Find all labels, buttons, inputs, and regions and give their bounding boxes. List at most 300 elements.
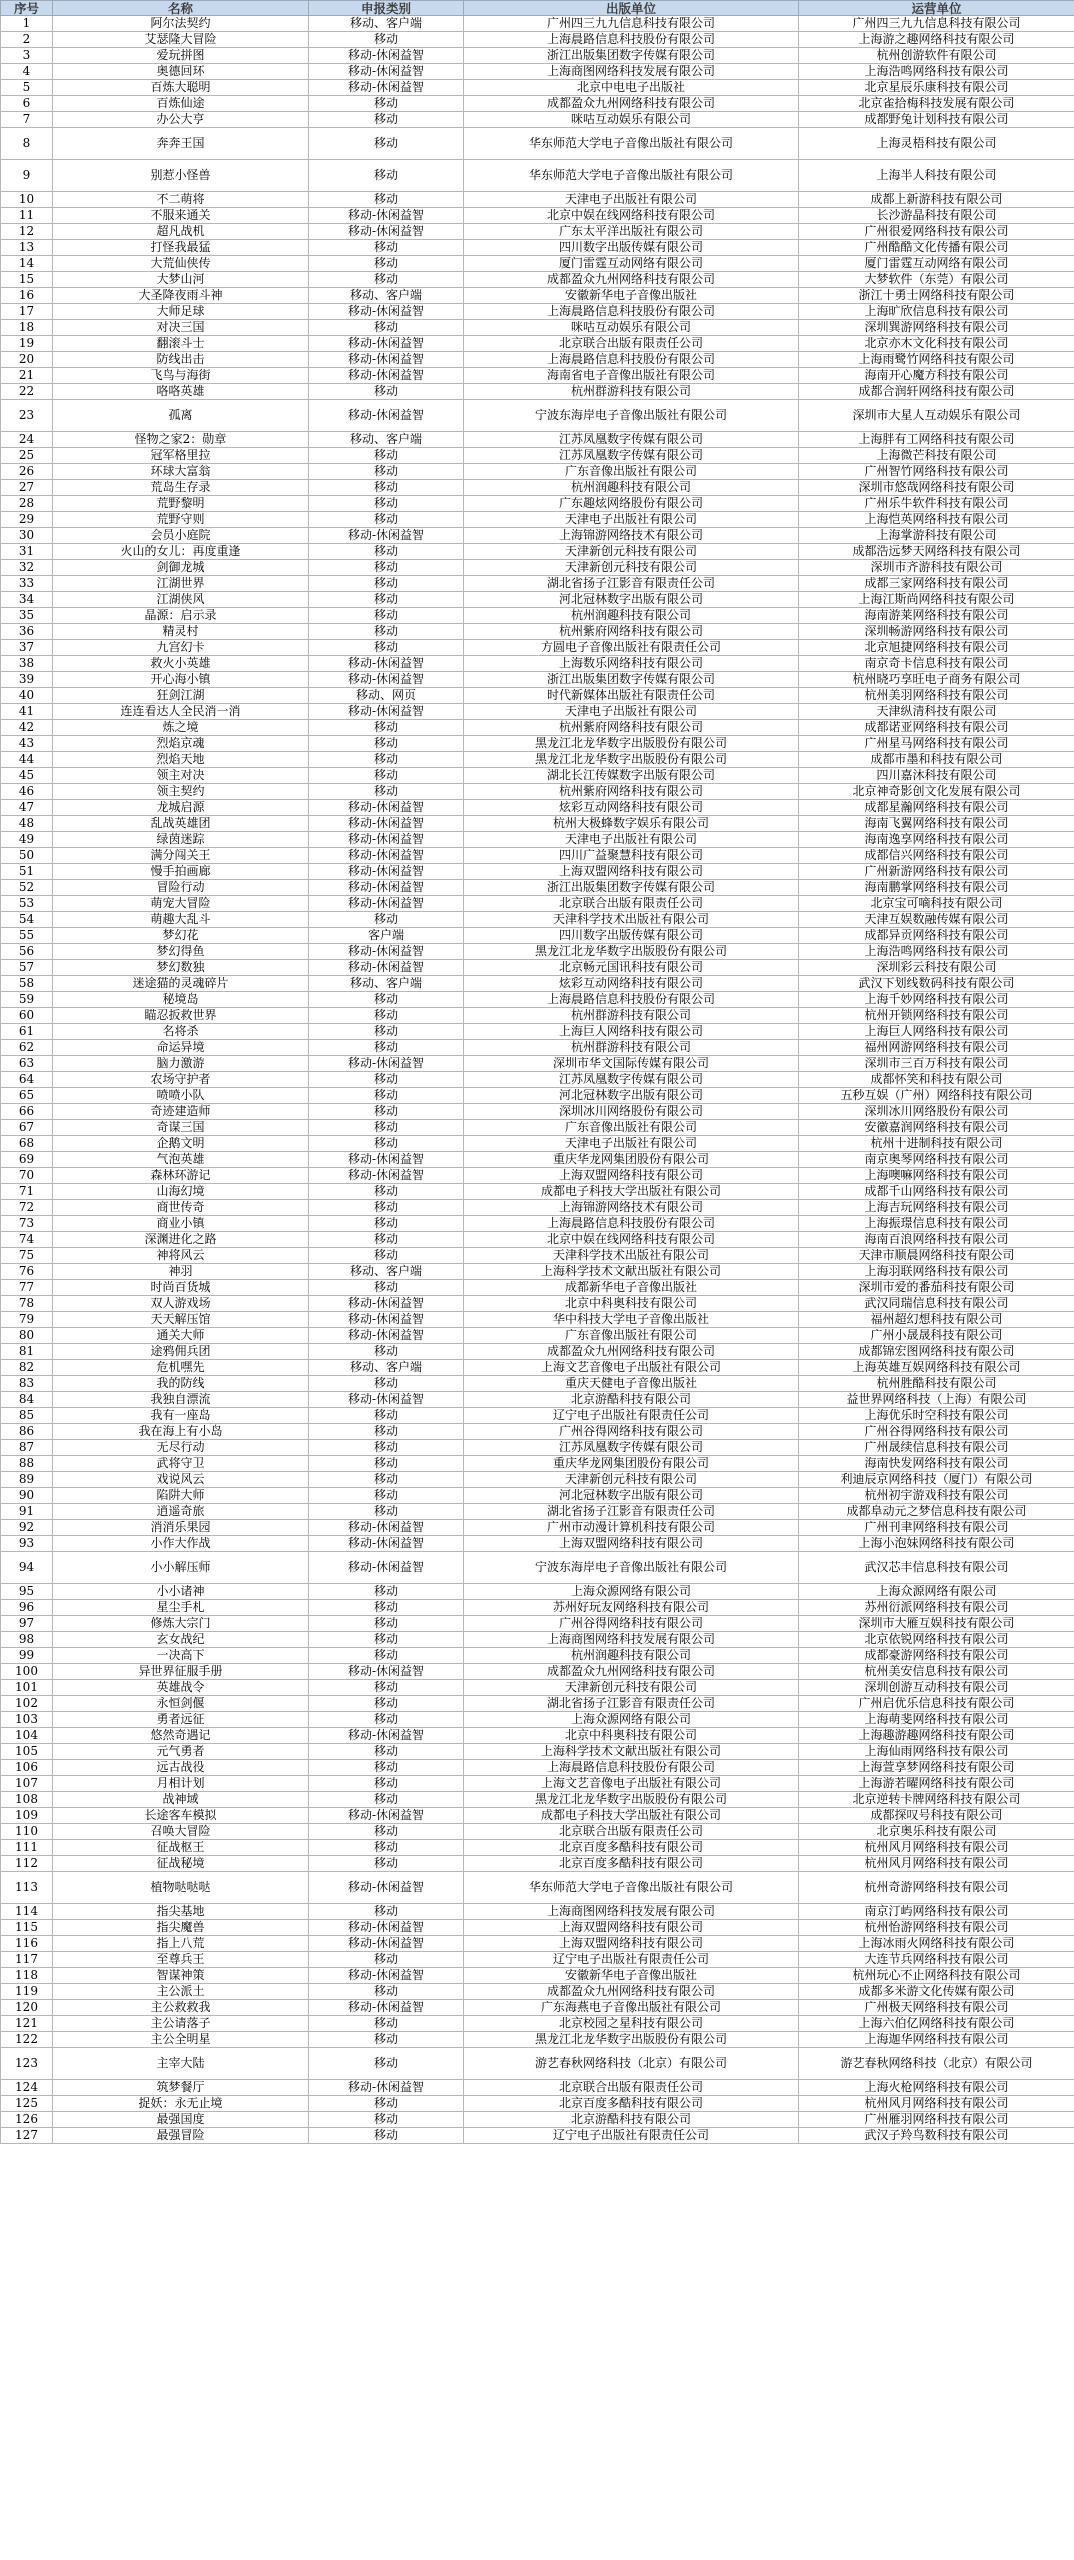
cell-category: 移动-休闲益智 — [309, 400, 464, 432]
cell-publisher: 上海双盟网络科技有限公司 — [464, 1536, 799, 1552]
cell-category: 移动、客户端 — [309, 1264, 464, 1280]
cell-name: 植物哒哒哒 — [53, 1872, 309, 1904]
cell-operator: 杭州怡游网络科技有限公司 — [799, 1920, 1074, 1936]
table-row — [1, 1024, 1074, 1040]
cell-operator: 上海千妙网络科技有限公司 — [799, 992, 1074, 1008]
table-row — [1, 16, 1074, 32]
cell-index: 56 — [1, 944, 53, 960]
table-header-row — [1, 1, 1074, 16]
table-row — [1, 208, 1074, 224]
table-row — [1, 432, 1074, 448]
cell-operator: 杭州十进制科技有限公司 — [799, 1136, 1074, 1152]
cell-name: 救火小英雄 — [53, 656, 309, 672]
cell-category: 移动、客户端 — [309, 976, 464, 992]
cell-name: 百炼仙途 — [53, 96, 309, 112]
cell-publisher: 黑龙江北龙华数字出版股份有限公司 — [464, 944, 799, 960]
cell-operator: 成都信兴网络科技有限公司 — [799, 848, 1074, 864]
cell-index: 20 — [1, 352, 53, 368]
cell-index: 43 — [1, 736, 53, 752]
table-row — [1, 736, 1074, 752]
cell-publisher: 河北冠林数字出版有限公司 — [464, 592, 799, 608]
table-row — [1, 1952, 1074, 1968]
cell-operator: 上海优乐时空科技有限公司 — [799, 1408, 1074, 1424]
cell-index: 21 — [1, 368, 53, 384]
cell-category: 移动 — [309, 1232, 464, 1248]
cell-category: 移动 — [309, 1696, 464, 1712]
cell-category: 移动 — [309, 1648, 464, 1664]
cell-publisher: 黑龙江北龙华数字出版股份有限公司 — [464, 736, 799, 752]
cell-index: 22 — [1, 384, 53, 400]
cell-operator: 海南鹏掌网络科技有限公司 — [799, 880, 1074, 896]
cell-name: 小小诸神 — [53, 1584, 309, 1600]
cell-name: 企鹅文明 — [53, 1136, 309, 1152]
table-row — [1, 288, 1074, 304]
cell-publisher: 成都盈众九州网络科技有限公司 — [464, 96, 799, 112]
cell-category: 移动 — [309, 1248, 464, 1264]
cell-publisher: 重庆天健电子音像出版社 — [464, 1376, 799, 1392]
cell-index: 54 — [1, 912, 53, 928]
cell-publisher: 成都电子科技大学出版社有限公司 — [464, 1808, 799, 1824]
cell-index: 87 — [1, 1440, 53, 1456]
cell-publisher: 咪咕互动娱乐有限公司 — [464, 112, 799, 128]
cell-name: 戏说风云 — [53, 1472, 309, 1488]
cell-operator: 上海众源网络有限公司 — [799, 1584, 1074, 1600]
table-row — [1, 240, 1074, 256]
cell-index: 61 — [1, 1024, 53, 1040]
cell-category: 移动-休闲益智 — [309, 944, 464, 960]
cell-operator: 上海噢嘛网络科技有限公司 — [799, 1168, 1074, 1184]
cell-index: 52 — [1, 880, 53, 896]
cell-name: 秘境岛 — [53, 992, 309, 1008]
cell-name: 我在海上有小岛 — [53, 1424, 309, 1440]
cell-publisher: 杭州大极蜂数字娱乐有限公司 — [464, 816, 799, 832]
table-row — [1, 2112, 1074, 2128]
cell-publisher: 上海双盟网络科技有限公司 — [464, 864, 799, 880]
cell-name: 大圣降夜雨斗神 — [53, 288, 309, 304]
cell-operator: 上海雨鹭竹网络科技有限公司 — [799, 352, 1074, 368]
cell-name: 超凡战机 — [53, 224, 309, 240]
cell-operator: 杭州美安信息科技有限公司 — [799, 1664, 1074, 1680]
cell-publisher: 上海科学技术文献出版社有限公司 — [464, 1264, 799, 1280]
cell-category: 移动-休闲益智 — [309, 864, 464, 880]
cell-index: 83 — [1, 1376, 53, 1392]
cell-operator: 北京亦木文化科技有限公司 — [799, 336, 1074, 352]
cell-index: 44 — [1, 752, 53, 768]
cell-operator: 杭州奇游网络科技有限公司 — [799, 1872, 1074, 1904]
table-row — [1, 1824, 1074, 1840]
cell-publisher: 杭州润趣科技有限公司 — [464, 480, 799, 496]
cell-category: 移动-休闲益智 — [309, 2000, 464, 2016]
cell-name: 天天解压馆 — [53, 1312, 309, 1328]
cell-operator: 上海游之趣网络科技有限公司 — [799, 32, 1074, 48]
cell-publisher: 天津新创元科技有限公司 — [464, 1472, 799, 1488]
cell-publisher: 北京中科奥科技有限公司 — [464, 1296, 799, 1312]
cell-category: 移动 — [309, 464, 464, 480]
cell-operator: 上海游若曜网络科技有限公司 — [799, 1776, 1074, 1792]
table-row — [1, 992, 1074, 1008]
cell-category: 客户端 — [309, 928, 464, 944]
cell-publisher: 湖北长江传媒数字出版有限公司 — [464, 768, 799, 784]
cell-category: 移动 — [309, 384, 464, 400]
cell-name: 无尽行动 — [53, 1440, 309, 1456]
cell-name: 大师足球 — [53, 304, 309, 320]
cell-publisher: 北京联合出版有限责任公司 — [464, 2080, 799, 2096]
cell-index: 8 — [1, 128, 53, 160]
cell-name: 荒岛生存录 — [53, 480, 309, 496]
table-row — [1, 1632, 1074, 1648]
cell-name: 逍遥奇旅 — [53, 1504, 309, 1520]
cell-index: 26 — [1, 464, 53, 480]
table-row — [1, 720, 1074, 736]
cell-category: 移动-休闲益智 — [309, 1536, 464, 1552]
cell-name: 危机嘿先 — [53, 1360, 309, 1376]
cell-index: 117 — [1, 1952, 53, 1968]
cell-name: 开心海小镇 — [53, 672, 309, 688]
cell-publisher: 华东师范大学电子音像出版社有限公司 — [464, 1872, 799, 1904]
cell-operator: 上海胖有工网络科技有限公司 — [799, 432, 1074, 448]
cell-publisher: 深圳市华文国际传媒有限公司 — [464, 1056, 799, 1072]
cell-operator: 广州雁羽网络科技有限公司 — [799, 2112, 1074, 2128]
cell-name: 领主契约 — [53, 784, 309, 800]
cell-category: 移动-休闲益智 — [309, 1328, 464, 1344]
cell-index: 27 — [1, 480, 53, 496]
cell-publisher: 广州市动漫计算机科技有限公司 — [464, 1520, 799, 1536]
cell-category: 移动 — [309, 240, 464, 256]
table-row — [1, 2048, 1074, 2080]
cell-name: 命运异境 — [53, 1040, 309, 1056]
cell-operator: 海南百浪网络科技有限公司 — [799, 1232, 1074, 1248]
cell-publisher: 上海晨路信息科技股份有限公司 — [464, 304, 799, 320]
cell-name: 别惹小怪兽 — [53, 160, 309, 192]
cell-operator: 上海英雄互娱网络科技有限公司 — [799, 1360, 1074, 1376]
cell-operator: 上海江斯尚网络科技有限公司 — [799, 592, 1074, 608]
table-row — [1, 160, 1074, 192]
cell-publisher: 上海晨路信息科技股份有限公司 — [464, 992, 799, 1008]
cell-publisher: 四川数字出版传媒有限公司 — [464, 240, 799, 256]
table-row — [1, 1488, 1074, 1504]
cell-operator: 成都浩远梦天网络科技有限公司 — [799, 544, 1074, 560]
cell-index: 82 — [1, 1360, 53, 1376]
table-row — [1, 1200, 1074, 1216]
cell-publisher: 天津电子出版社有限公司 — [464, 832, 799, 848]
cell-publisher: 北京中科奥科技有限公司 — [464, 1728, 799, 1744]
cell-publisher: 杭州群游科技有限公司 — [464, 1040, 799, 1056]
cell-name: 指尖基地 — [53, 1904, 309, 1920]
cell-category: 移动 — [309, 592, 464, 608]
table-row — [1, 816, 1074, 832]
cell-category: 移动 — [309, 1136, 464, 1152]
cell-publisher: 广州谷得网络科技有限公司 — [464, 1616, 799, 1632]
cell-category: 移动 — [309, 720, 464, 736]
cell-operator: 天津纵清科技有限公司 — [799, 704, 1074, 720]
cell-operator: 上海恺英网络科技有限公司 — [799, 512, 1074, 528]
cell-publisher: 杭州润趣科技有限公司 — [464, 1648, 799, 1664]
cell-index: 79 — [1, 1312, 53, 1328]
cell-category: 移动 — [309, 640, 464, 656]
table-row — [1, 928, 1074, 944]
cell-index: 33 — [1, 576, 53, 592]
cell-name: 消消乐果园 — [53, 1520, 309, 1536]
cell-publisher: 宁波东海岸电子音像出版社有限公司 — [464, 400, 799, 432]
cell-index: 14 — [1, 256, 53, 272]
cell-operator: 上海仙雨网络科技有限公司 — [799, 1744, 1074, 1760]
cell-publisher: 北京联合出版有限责任公司 — [464, 896, 799, 912]
table-row — [1, 592, 1074, 608]
cell-category: 移动 — [309, 1376, 464, 1392]
cell-operator: 广州四三九九信息科技有限公司 — [799, 16, 1074, 32]
cell-operator: 成都市墨和科技有限公司 — [799, 752, 1074, 768]
cell-publisher: 辽宁电子出版社有限责任公司 — [464, 1408, 799, 1424]
cell-name: 奔奔王国 — [53, 128, 309, 160]
table-row — [1, 1920, 1074, 1936]
cell-index: 114 — [1, 1904, 53, 1920]
cell-operator: 广州晟续信息科技有限公司 — [799, 1440, 1074, 1456]
cell-publisher: 成都盈众九州网络科技有限公司 — [464, 1344, 799, 1360]
cell-publisher: 成都新华电子音像出版社 — [464, 1280, 799, 1296]
table-row — [1, 624, 1074, 640]
table-row — [1, 1552, 1074, 1584]
cell-category: 移动-休闲益智 — [309, 64, 464, 80]
cell-name: 九宫幻卡 — [53, 640, 309, 656]
cell-category: 移动 — [309, 2096, 464, 2112]
cell-index: 88 — [1, 1456, 53, 1472]
cell-index: 75 — [1, 1248, 53, 1264]
cell-operator: 杭州创游软件有限公司 — [799, 48, 1074, 64]
cell-name: 喷喷小队 — [53, 1088, 309, 1104]
table-row — [1, 80, 1074, 96]
cell-name: 江湖世界 — [53, 576, 309, 592]
cell-name: 萌趣大乱斗 — [53, 912, 309, 928]
cell-index: 93 — [1, 1536, 53, 1552]
cell-publisher: 天津科学技术出版社有限公司 — [464, 1248, 799, 1264]
cell-index: 5 — [1, 80, 53, 96]
cell-operator: 北京依锐网络科技有限公司 — [799, 1632, 1074, 1648]
cell-publisher: 安徽新华电子音像出版社 — [464, 288, 799, 304]
table-row — [1, 1072, 1074, 1088]
cell-publisher: 安徽新华电子音像出版社 — [464, 1968, 799, 1984]
table-row — [1, 1664, 1074, 1680]
cell-category: 移动-休闲益智 — [309, 1872, 464, 1904]
cell-publisher: 天津电子出版社有限公司 — [464, 704, 799, 720]
cell-category: 移动-休闲益智 — [309, 848, 464, 864]
cell-publisher: 辽宁电子出版社有限责任公司 — [464, 1952, 799, 1968]
cell-publisher: 上海文艺音像电子出版社有限公司 — [464, 1360, 799, 1376]
cell-index: 111 — [1, 1840, 53, 1856]
cell-index: 11 — [1, 208, 53, 224]
cell-operator: 游艺春秋网络科技（北京）有限公司 — [799, 2048, 1074, 2080]
cell-index: 41 — [1, 704, 53, 720]
table-row — [1, 704, 1074, 720]
cell-name: 勇者远征 — [53, 1712, 309, 1728]
cell-index: 69 — [1, 1152, 53, 1168]
cell-operator: 海南游莱网络科技有限公司 — [799, 608, 1074, 624]
cell-name: 梦幻数独 — [53, 960, 309, 976]
cell-operator: 北京神奇影创文化发展有限公司 — [799, 784, 1074, 800]
cell-operator: 南京奥琴网络科技有限公司 — [799, 1152, 1074, 1168]
table-row — [1, 352, 1074, 368]
cell-category: 移动-休闲益智 — [309, 368, 464, 384]
cell-index: 49 — [1, 832, 53, 848]
table-row — [1, 688, 1074, 704]
cell-name: 主公请落子 — [53, 2016, 309, 2032]
table-row — [1, 544, 1074, 560]
cell-name: 商业小镇 — [53, 1216, 309, 1232]
cell-operator: 成都豪游网络科技有限公司 — [799, 1648, 1074, 1664]
cell-category: 移动 — [309, 1344, 464, 1360]
cell-publisher: 天津科学技术出版社有限公司 — [464, 912, 799, 928]
cell-name: 征战枢王 — [53, 1840, 309, 1856]
table-row — [1, 1360, 1074, 1376]
cell-index: 103 — [1, 1712, 53, 1728]
cell-category: 移动 — [309, 1440, 464, 1456]
cell-operator: 杭州初宇游戏科技有限公司 — [799, 1488, 1074, 1504]
cell-operator: 广州乐牛软件科技有限公司 — [799, 496, 1074, 512]
cell-index: 89 — [1, 1472, 53, 1488]
cell-name: 山海幻境 — [53, 1184, 309, 1200]
cell-publisher: 炫彩互动网络科技有限公司 — [464, 976, 799, 992]
table-row — [1, 1760, 1074, 1776]
cell-publisher: 北京游酷科技有限公司 — [464, 1392, 799, 1408]
cell-name: 主宰大陆 — [53, 2048, 309, 2080]
cell-index: 84 — [1, 1392, 53, 1408]
table-row — [1, 1056, 1074, 1072]
cell-publisher: 湖北省扬子江影音有限责任公司 — [464, 576, 799, 592]
cell-name: 精灵村 — [53, 624, 309, 640]
cell-index: 107 — [1, 1776, 53, 1792]
cell-category: 移动 — [309, 1008, 464, 1024]
cell-operator: 天津互娱数融传媒有限公司 — [799, 912, 1074, 928]
cell-index: 25 — [1, 448, 53, 464]
cell-category: 移动-休闲益智 — [309, 656, 464, 672]
cell-publisher: 成都电子科技大学出版社有限公司 — [464, 1184, 799, 1200]
cell-index: 116 — [1, 1936, 53, 1952]
cell-publisher: 上海锦游网络技术有限公司 — [464, 528, 799, 544]
cell-index: 55 — [1, 928, 53, 944]
table-row — [1, 1696, 1074, 1712]
table-row — [1, 1120, 1074, 1136]
table-row — [1, 512, 1074, 528]
cell-operator: 广州极天网络科技有限公司 — [799, 2000, 1074, 2016]
cell-name: 月相计划 — [53, 1776, 309, 1792]
cell-category: 移动 — [309, 1744, 464, 1760]
cell-publisher: 华中科技大学电子音像出版社 — [464, 1312, 799, 1328]
cell-operator: 上海巨人网络科技有限公司 — [799, 1024, 1074, 1040]
cell-index: 74 — [1, 1232, 53, 1248]
table-row — [1, 912, 1074, 928]
cell-name: 迷途猫的灵魂碎片 — [53, 976, 309, 992]
cell-index: 127 — [1, 2128, 53, 2144]
cell-operator: 福州网游网络科技有限公司 — [799, 1040, 1074, 1056]
cell-index: 51 — [1, 864, 53, 880]
cell-category: 移动 — [309, 912, 464, 928]
cell-index: 37 — [1, 640, 53, 656]
cell-index: 57 — [1, 960, 53, 976]
cell-operator: 深圳创游互动科技有限公司 — [799, 1680, 1074, 1696]
table-row — [1, 1312, 1074, 1328]
cell-category: 移动-休闲益智 — [309, 1520, 464, 1536]
table-row — [1, 256, 1074, 272]
cell-category: 移动-休闲益智 — [309, 704, 464, 720]
cell-publisher: 天津新创元科技有限公司 — [464, 544, 799, 560]
header-publisher: 出版单位 — [464, 1, 799, 16]
table-row — [1, 1776, 1074, 1792]
cell-operator: 广州酷酷文化传播有限公司 — [799, 240, 1074, 256]
cell-publisher: 杭州润趣科技有限公司 — [464, 608, 799, 624]
table-row — [1, 48, 1074, 64]
cell-operator: 上海萱享梦网络科技有限公司 — [799, 1760, 1074, 1776]
cell-category: 移动 — [309, 1984, 464, 2000]
cell-name: 领主对决 — [53, 768, 309, 784]
cell-index: 102 — [1, 1696, 53, 1712]
cell-name: 武将守卫 — [53, 1456, 309, 1472]
table-row — [1, 1424, 1074, 1440]
cell-publisher: 上海科学技术文献出版社有限公司 — [464, 1744, 799, 1760]
cell-name: 火山的女儿：再度重逢 — [53, 544, 309, 560]
cell-index: 100 — [1, 1664, 53, 1680]
cell-category: 移动-休闲益智 — [309, 1312, 464, 1328]
cell-publisher: 四川数字出版传媒有限公司 — [464, 928, 799, 944]
cell-name: 深渊进化之路 — [53, 1232, 309, 1248]
cell-category: 移动 — [309, 1216, 464, 1232]
cell-index: 1 — [1, 16, 53, 32]
cell-index: 120 — [1, 2000, 53, 2016]
cell-publisher: 上海众源网络有限公司 — [464, 1712, 799, 1728]
cell-category: 移动-休闲益智 — [309, 1552, 464, 1584]
cell-publisher: 上海众源网络有限公司 — [464, 1584, 799, 1600]
cell-index: 91 — [1, 1504, 53, 1520]
cell-name: 烈焰天地 — [53, 752, 309, 768]
cell-operator: 武汉芯丰信息科技有限公司 — [799, 1552, 1074, 1584]
cell-operator: 杭州开锁网络科技有限公司 — [799, 1008, 1074, 1024]
table-row — [1, 1296, 1074, 1312]
cell-index: 119 — [1, 1984, 53, 2000]
cell-category: 移动 — [309, 448, 464, 464]
cell-publisher: 江苏凤凰数字传媒有限公司 — [464, 1072, 799, 1088]
cell-category: 移动 — [309, 1584, 464, 1600]
cell-publisher: 上海商图网络科技发展有限公司 — [464, 1632, 799, 1648]
cell-name: 会员小庭院 — [53, 528, 309, 544]
cell-index: 104 — [1, 1728, 53, 1744]
cell-category: 移动-休闲益智 — [309, 1728, 464, 1744]
table-row — [1, 2096, 1074, 2112]
table-row — [1, 64, 1074, 80]
cell-name: 慢手拍画廊 — [53, 864, 309, 880]
cell-publisher: 浙江出版集团数字传媒有限公司 — [464, 48, 799, 64]
cell-operator: 南京汀屿网络科技有限公司 — [799, 1904, 1074, 1920]
cell-publisher: 重庆华龙网集团股份有限公司 — [464, 1456, 799, 1472]
cell-index: 115 — [1, 1920, 53, 1936]
table-row — [1, 1584, 1074, 1600]
cell-publisher: 天津电子出版社有限公司 — [464, 1136, 799, 1152]
cell-category: 移动-休闲益智 — [309, 1936, 464, 1952]
cell-name: 英雄战令 — [53, 1680, 309, 1696]
cell-index: 47 — [1, 800, 53, 816]
cell-publisher: 上海晨路信息科技股份有限公司 — [464, 32, 799, 48]
cell-category: 移动 — [309, 256, 464, 272]
table-row — [1, 1008, 1074, 1024]
cell-category: 移动 — [309, 1856, 464, 1872]
cell-name: 大荒仙侠传 — [53, 256, 309, 272]
cell-category: 移动 — [309, 480, 464, 496]
cell-operator: 上海六伯亿网络科技有限公司 — [799, 2016, 1074, 2032]
cell-index: 125 — [1, 2096, 53, 2112]
cell-category: 移动 — [309, 2112, 464, 2128]
cell-publisher: 广东太平洋出版社有限公司 — [464, 224, 799, 240]
cell-index: 4 — [1, 64, 53, 80]
cell-index: 108 — [1, 1792, 53, 1808]
cell-name: 玄女战纪 — [53, 1632, 309, 1648]
cell-publisher: 黑龙江北龙华数字出版股份有限公司 — [464, 1792, 799, 1808]
